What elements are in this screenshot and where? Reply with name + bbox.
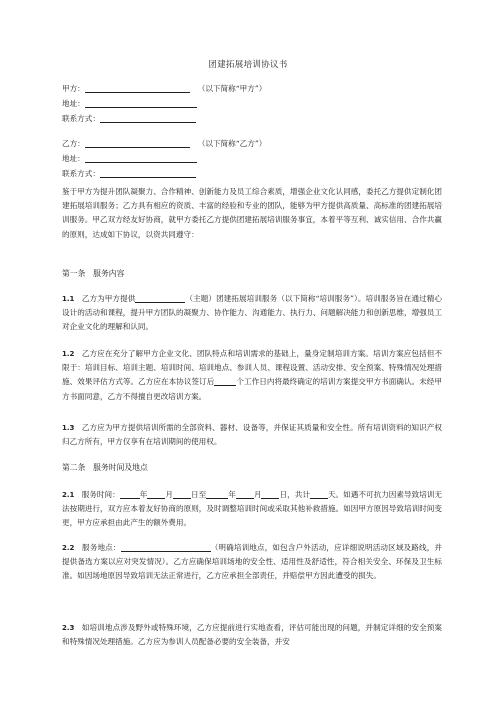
month-label: 月: [165, 490, 173, 499]
party-a-contact-blank[interactable]: [100, 114, 196, 123]
party-a-name-blank[interactable]: [85, 84, 190, 93]
party-b-label: 乙方：: [62, 139, 85, 148]
clause-2-2: [62, 541, 442, 584]
party-b-address-line: [62, 154, 197, 164]
clause-text: （主题）团建拓展培训服务（以下简称“培训服务”）。培训服务旨在通过精心设计的活动和课程，提升甲方团队的凝聚力、协作能力、沟通能力、执行力、问题解决能力和创新思维，增强员工对企业文化的理解和认同。: [62, 294, 443, 332]
end-year-blank[interactable]: [206, 490, 228, 499]
theme-blank[interactable]: [135, 294, 185, 303]
year-label: 年: [228, 490, 236, 499]
total-days-blank[interactable]: [310, 490, 328, 499]
party-a-label: 甲方：: [62, 84, 85, 93]
party-b-contact-blank[interactable]: [100, 169, 196, 178]
party-b-alias: （以下简称“乙方”）: [197, 139, 267, 148]
party-a-address-label: 地址：: [62, 99, 85, 108]
party-a-line: [62, 84, 266, 94]
clause-text: （明确培训地点，如包含户外活动，应详细说明活动区域及路线，并提供备选方案以应对突发情况）。乙方应确保培训场地的安全性、适用性及舒适性，符合相关安全、环保及卫生标准。如因场地原因导致培训无法正常进行，乙方应承担全部责任，并赔偿甲方因此遭受的损失。: [62, 543, 443, 581]
clause-text: 乙方应为甲方提供培训所需的全部资料、器材、设备等，并保证其质量和安全性。所有培训资料的知识产权归乙方所有，甲方仅享有在培训期间的使用权。: [62, 423, 442, 447]
start-year-blank[interactable]: [120, 490, 140, 499]
start-month-blank[interactable]: [147, 490, 165, 499]
party-b-contact-label: 联系方式：: [62, 169, 100, 178]
clause-text: 乙方为甲方提供: [81, 294, 136, 303]
year-label: 年: [139, 490, 148, 499]
clause-text: 乙方应在充分了解甲方企业文化、团队特点和培训需求的基础上，量身定制培训方案。培训方案应包括但不限于：培训目标、培训主题、培训时间、培训地点、参训人员、课程设置、活动安排、安全预案、特殊情况处理措施、效果评估方式等。乙方应在本协议签订后: [62, 349, 442, 387]
clause-number: 2.3: [62, 624, 75, 632]
party-b-address-label: 地址：: [62, 154, 85, 163]
day-label: 日至: [191, 490, 207, 499]
clause-text: 服务时间：: [81, 490, 120, 499]
month-label: 月: [253, 490, 262, 499]
article-2-title: 第二条 服务时间及地点: [62, 463, 148, 472]
party-b-name-blank[interactable]: [85, 139, 190, 148]
article-1-title: 第一条 服务内容: [62, 269, 125, 278]
workdays-blank[interactable]: [214, 377, 236, 386]
clause-number: 1.2: [62, 350, 75, 358]
clause-1-2: [62, 347, 442, 404]
clause-1-3: [62, 421, 442, 449]
party-a-address-blank[interactable]: [85, 99, 197, 108]
location-blank[interactable]: [121, 543, 211, 552]
clause-number: 2.1: [62, 491, 75, 499]
end-month-blank[interactable]: [236, 490, 254, 499]
start-day-blank[interactable]: [173, 490, 191, 499]
clause-number: 1.1: [62, 295, 75, 303]
clause-number: 1.3: [62, 424, 75, 432]
clause-2-1: [62, 488, 442, 531]
preamble-paragraph: 鉴于甲方为提升团队凝聚力、合作精神、创新能力及员工综合素质，增强企业文化认同感，委托乙方提供定制化团建拓展培训服务；乙方具有相应的资质、丰富的经验和专业的团队，能够为甲方提供高质量、高标准的团建拓展培训服务。甲乙双方经友好协商，就甲方委托乙方提供团建拓展培训服务事宜，本着平等互利、诚实信用、合作共赢的原则，达成如下协议，以资共同遵守：: [62, 187, 442, 239]
clause-text: 个工作日内将最终确定的培训方案提交甲方书面确认。未经甲方书面同意，乙方不得擅自更改培训方案。: [62, 377, 443, 401]
day-label: 日，共计: [279, 490, 310, 499]
clause-text: 服务地点：: [82, 543, 121, 552]
party-a-alias: （以下简称“甲方”）: [197, 84, 267, 93]
party-b-line: [62, 139, 266, 149]
party-b-contact-line: [62, 169, 196, 179]
clause-number: 2.2: [62, 544, 75, 552]
clause-text: 如培训地点涉及野外或特殊环境，乙方应提前进行实地查看，评估可能出现的问题，并制定详细的安全预案和特殊情况处理措施。乙方应为参训人员配备必要的安全装备，并安: [62, 623, 442, 647]
party-a-contact-line: [62, 114, 196, 124]
party-a-address-line: [62, 99, 197, 109]
page-title: 团建拓展培训协议书: [208, 60, 288, 70]
clause-text: 天。如遇不可抗力因素导致培训无法按期进行，双方应本着友好协商的原则，及时调整培训时间或采取其他补救措施。如因甲方原因导致培训时间变更，甲方应承担由此产生的额外费用。: [62, 490, 443, 528]
party-b-address-blank[interactable]: [85, 154, 197, 163]
party-a-contact-label: 联系方式：: [62, 114, 100, 123]
end-day-blank[interactable]: [261, 490, 279, 499]
clause-2-3: [62, 621, 442, 649]
clause-1-1: [62, 292, 442, 335]
